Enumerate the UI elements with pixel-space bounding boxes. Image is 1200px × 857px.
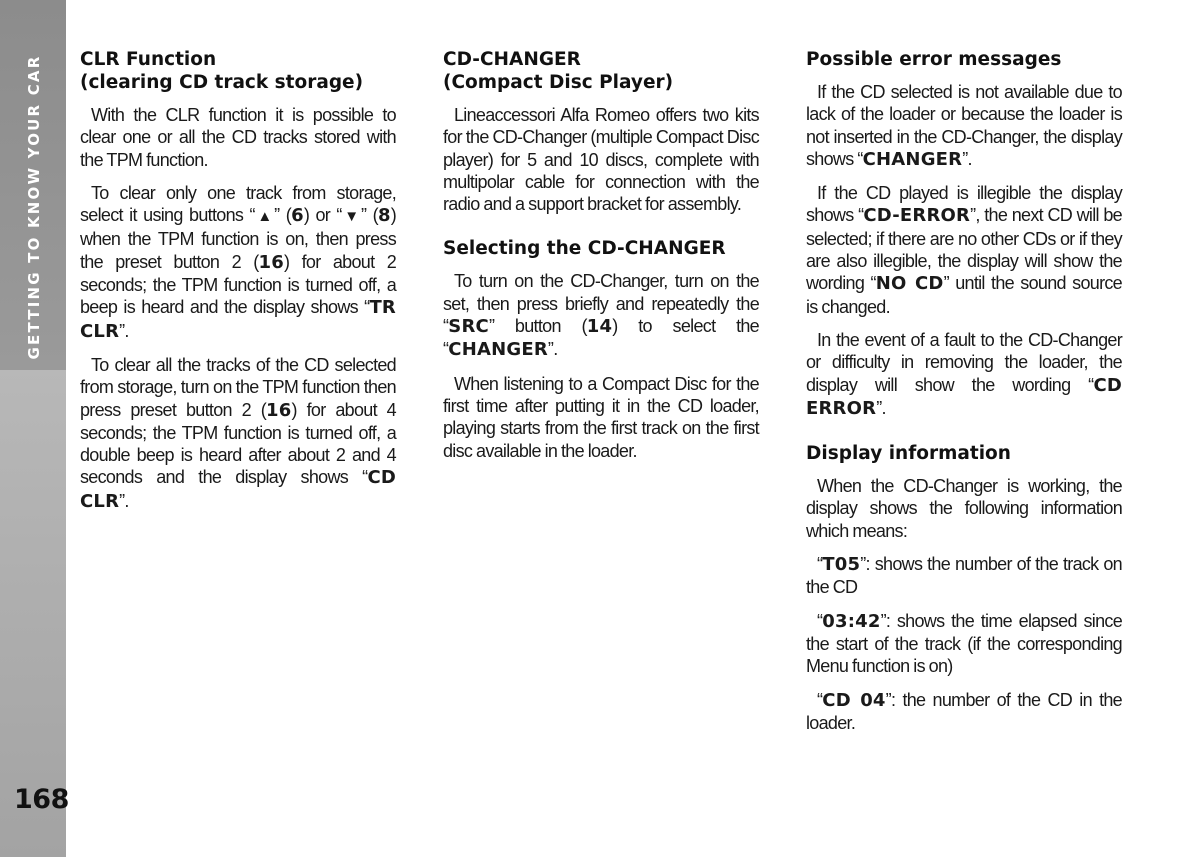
clr-single-track-paragraph: To clear only one track from storage, select it using buttons “▲” (6) or “▼” (8) when the TPM function is on, then press the preset button 2 (16) for about 2 seconds; the TPM function is turned off, a beep is heard and the display shows “TR CLR”. bbox=[80, 182, 397, 342]
heading-selecting-cd-changer: Selecting the CD-CHANGER bbox=[443, 238, 726, 260]
display-time-paragraph: “03:42”: shows the time elapsed since the start of the track (if the corresponding Menu function is on) bbox=[806, 610, 1122, 677]
down-arrow-icon: ▼ bbox=[341, 208, 362, 226]
heading-cd-changer-title: CD-CHANGER bbox=[443, 49, 581, 70]
display-cd-number-paragraph: “CD 04”: the number of the CD in the loader. bbox=[806, 689, 1122, 733]
clr-all-tracks-paragraph: To clear all the tracks of the CD selected from storage, turn on the TPM function then press preset button 2 (16) for about 4 seconds; the TPM function is turned off, a double beep is heard after about 2 and 4 seconds and the display shows “CD CLR”. bbox=[80, 354, 396, 512]
error-illegible-paragraph: If the CD played is illegible the display shows “CD-ERROR”, the next CD will be selected; if there are no other CDs or if they are also illegible, the display will show the wording “NO CD” until the sound source is changed. bbox=[806, 183, 1122, 317]
first-time-paragraph: When listening to a Compact Disc for the first time after putting it in the CD loader, playing starts from the first track on the first disc available in the loader. bbox=[443, 373, 759, 461]
heading-display-information: Display information bbox=[806, 443, 1011, 465]
heading-cd-changer-subtitle: (Compact Disc Player) bbox=[443, 72, 674, 93]
heading-cd-changer bbox=[443, 48, 759, 94]
heading-error-messages: Possible error messages bbox=[806, 49, 1062, 70]
heading-clr-subtitle: (clearing CD track storage) bbox=[80, 72, 364, 93]
heading-clr-title: CLR Function bbox=[80, 49, 217, 70]
column-clr-function bbox=[80, 48, 396, 524]
page-number: 168 bbox=[14, 784, 69, 815]
display-info-intro-paragraph: When the CD-Changer is working, the display shows the following information which means: bbox=[806, 476, 1122, 541]
section-sidebar bbox=[0, 0, 69, 857]
up-arrow-icon: ▲ bbox=[254, 208, 275, 226]
column-cd-changer bbox=[443, 48, 759, 473]
clr-intro-paragraph: With the CLR function it is possible to clear one or all the CD tracks stored with the TPM function. bbox=[80, 105, 396, 170]
heading-clr-function bbox=[80, 48, 396, 94]
error-changer-paragraph: If the CD selected is not available due to lack of the loader or because the loader is not inserted in the CD-Changer, the display shows “CHANGER”. bbox=[806, 82, 1122, 170]
column-error-messages bbox=[806, 48, 1122, 745]
cd-changer-intro-paragraph: Lineaccessori Alfa Romeo offers two kits for the CD-Changer (multiple Compact Disc player) for 5 and 10 discs, complete with multipolar cable for connection with the radio and a support bracket for assembly. bbox=[443, 105, 759, 215]
error-fault-paragraph: In the event of a fault to the CD-Changer or difficulty in removing the loader, the display will show the wording “CD ERROR”. bbox=[806, 329, 1122, 419]
display-track-paragraph: “T05”: shows the number of the track on the CD bbox=[806, 554, 1122, 598]
section-tab bbox=[0, 0, 66, 370]
selecting-paragraph: To turn on the CD-Changer, turn on the set, then press briefly and repeatedly the “SRC” button (14) to select the “CHANGER”. bbox=[443, 271, 759, 361]
section-title: GETTING TO KNOW YOUR CAR bbox=[25, 54, 43, 360]
